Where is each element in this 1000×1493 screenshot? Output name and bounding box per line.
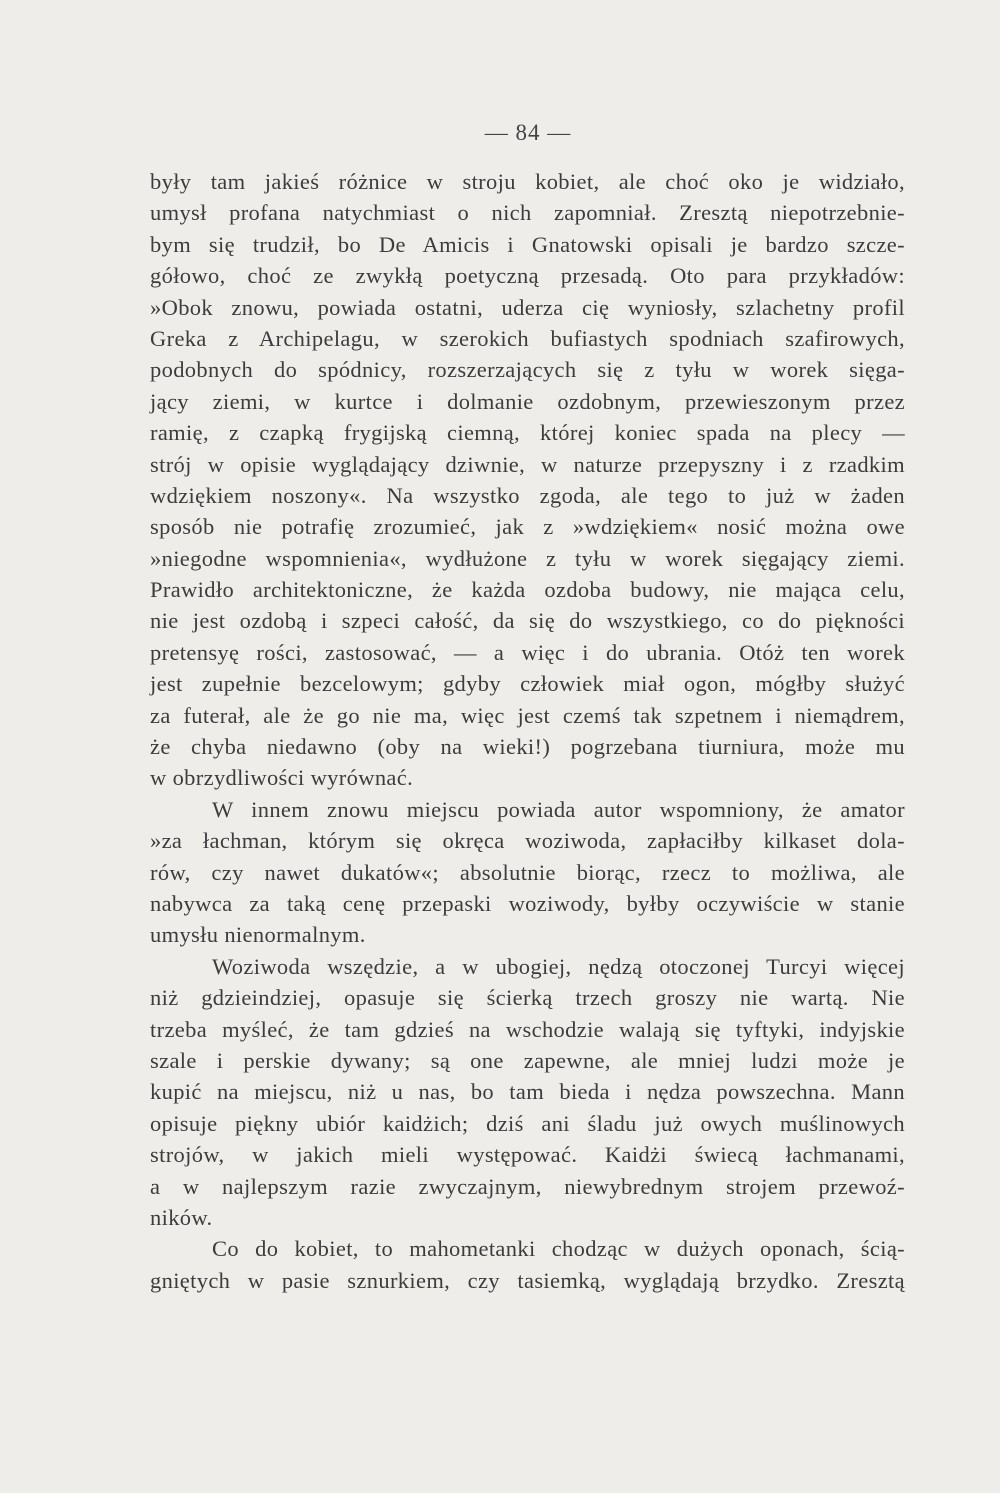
text-line: w obrzydliwości wyrównać. — [150, 765, 414, 791]
text-line: gółowo, choć ze zwykłą poetyczną przesadą. Oto para przykładów: — [150, 263, 905, 289]
text-line: Woziwoda wszędzie, a w ubogiej, nędzą otoczonej Turcyi więcej — [212, 953, 905, 979]
text-line: Co do kobiet, to mahometanki chodząc w dużych oponach, ścią- — [212, 1236, 905, 1262]
text-line: pretensyę rości, zastosować, — a więc i do ubrania. Otóż ten worek — [150, 639, 905, 665]
text-line: strój w opisie wyglądający dziwnie, w naturze przepyszny i z rzadkim — [150, 451, 905, 477]
text-line: »za łachman, którym się okręca woziwoda, zapłaciłby kilkaset dola- — [150, 828, 905, 854]
text-line: »Obok znowu, powiada ostatni, uderza cię wyniosły, szlachetny profil — [150, 294, 905, 320]
text-line: niż gdzieindziej, opasuje się ścierką trzech groszy nie wartą. Nie — [150, 985, 905, 1011]
page-number: — 84 — — [484, 120, 572, 145]
text-line: że chyba niedawno (oby na wieki!) pogrzebana tiurniura, może mu — [150, 734, 905, 760]
text-line: jest zupełnie bezcelowym; gdyby człowiek miał ogon, mógłby służyć — [150, 671, 905, 697]
text-line: jący ziemi, w kurtce i dolmanie ozdobnym, przewieszonym przez — [150, 388, 905, 414]
text-line: sposób nie potrafię zrozumieć, jak z »wdziękiem« nosić można owe — [150, 514, 905, 540]
text-line: bym się trudził, bo De Amicis i Gnatowski opisali je bardzo szcze- — [150, 231, 905, 257]
text-line: ramię, z czapką frygijską ciemną, której koniec spada na plecy — — [150, 420, 905, 446]
text-line: strojów, w jakich mieli występować. Kaidżi świecą łachmanami, — [150, 1142, 905, 1168]
text-line: rów, czy nawet dukatów«; absolutnie biorąc, rzecz to możliwa, ale — [150, 859, 905, 885]
text-line: nie jest ozdobą i szpeci całość, da się do wszystkiego, co do piękności — [150, 608, 905, 634]
text-line: podobnych do spódnicy, rozszerzających się z tyłu w worek sięga- — [150, 357, 905, 383]
text-line: szale i perskie dywany; są one zapewne, ale mniej ludzi może je — [150, 1047, 905, 1073]
text-line: »niegodne wspomnienia«, wydłużone z tyłu w worek sięgający ziemi. — [150, 545, 905, 571]
text-line: wdziękiem noszony«. Na wszystko zgoda, ale tego to już w żaden — [150, 482, 905, 508]
text-line: umysł profana natychmiast o nich zapomniał. Zresztą niepotrzebnie- — [150, 200, 905, 226]
text-line: za futerał, ale że go nie ma, więc jest czemś tak szpetnem i niemądrem, — [150, 702, 905, 728]
text-line: gniętych w pasie sznurkiem, czy tasiemką, wyglądają brzydko. Zresztą — [150, 1267, 905, 1293]
text-line: były tam jakieś różnice w stroju kobiet, ale choć oko je widziało, — [150, 169, 905, 194]
body-text — [150, 166, 905, 1296]
text-line: a w najlepszym razie zwyczajnym, niewybrednym strojem przewoź- — [150, 1173, 905, 1199]
text-line: trzeba myśleć, że tam gdzieś na wschodzie walają się tyftyki, indyjskie — [150, 1016, 905, 1042]
text-line: umysłu nienormalnym. — [150, 922, 366, 948]
text-line: kupić na miejscu, niż u nas, bo tam bieda i nędza powszechna. Mann — [150, 1079, 905, 1105]
text-line: Greka z Archipelagu, w szerokich bufiastych spodniach szafirowych, — [150, 325, 905, 351]
text-line: ników. — [150, 1204, 213, 1230]
text-line: W innem znowu miejscu powiada autor wspomniony, że amator — [212, 796, 905, 822]
text-line: nabywca za taką cenę przepaski woziwody, byłby oczywiście w stanie — [150, 890, 905, 916]
text-line: opisuje piękny ubiór kaidżich; dziś ani śladu już owych muślinowych — [150, 1110, 905, 1136]
text-line: Prawidło architektoniczne, że każda ozdoba budowy, nie mająca celu, — [150, 577, 905, 603]
